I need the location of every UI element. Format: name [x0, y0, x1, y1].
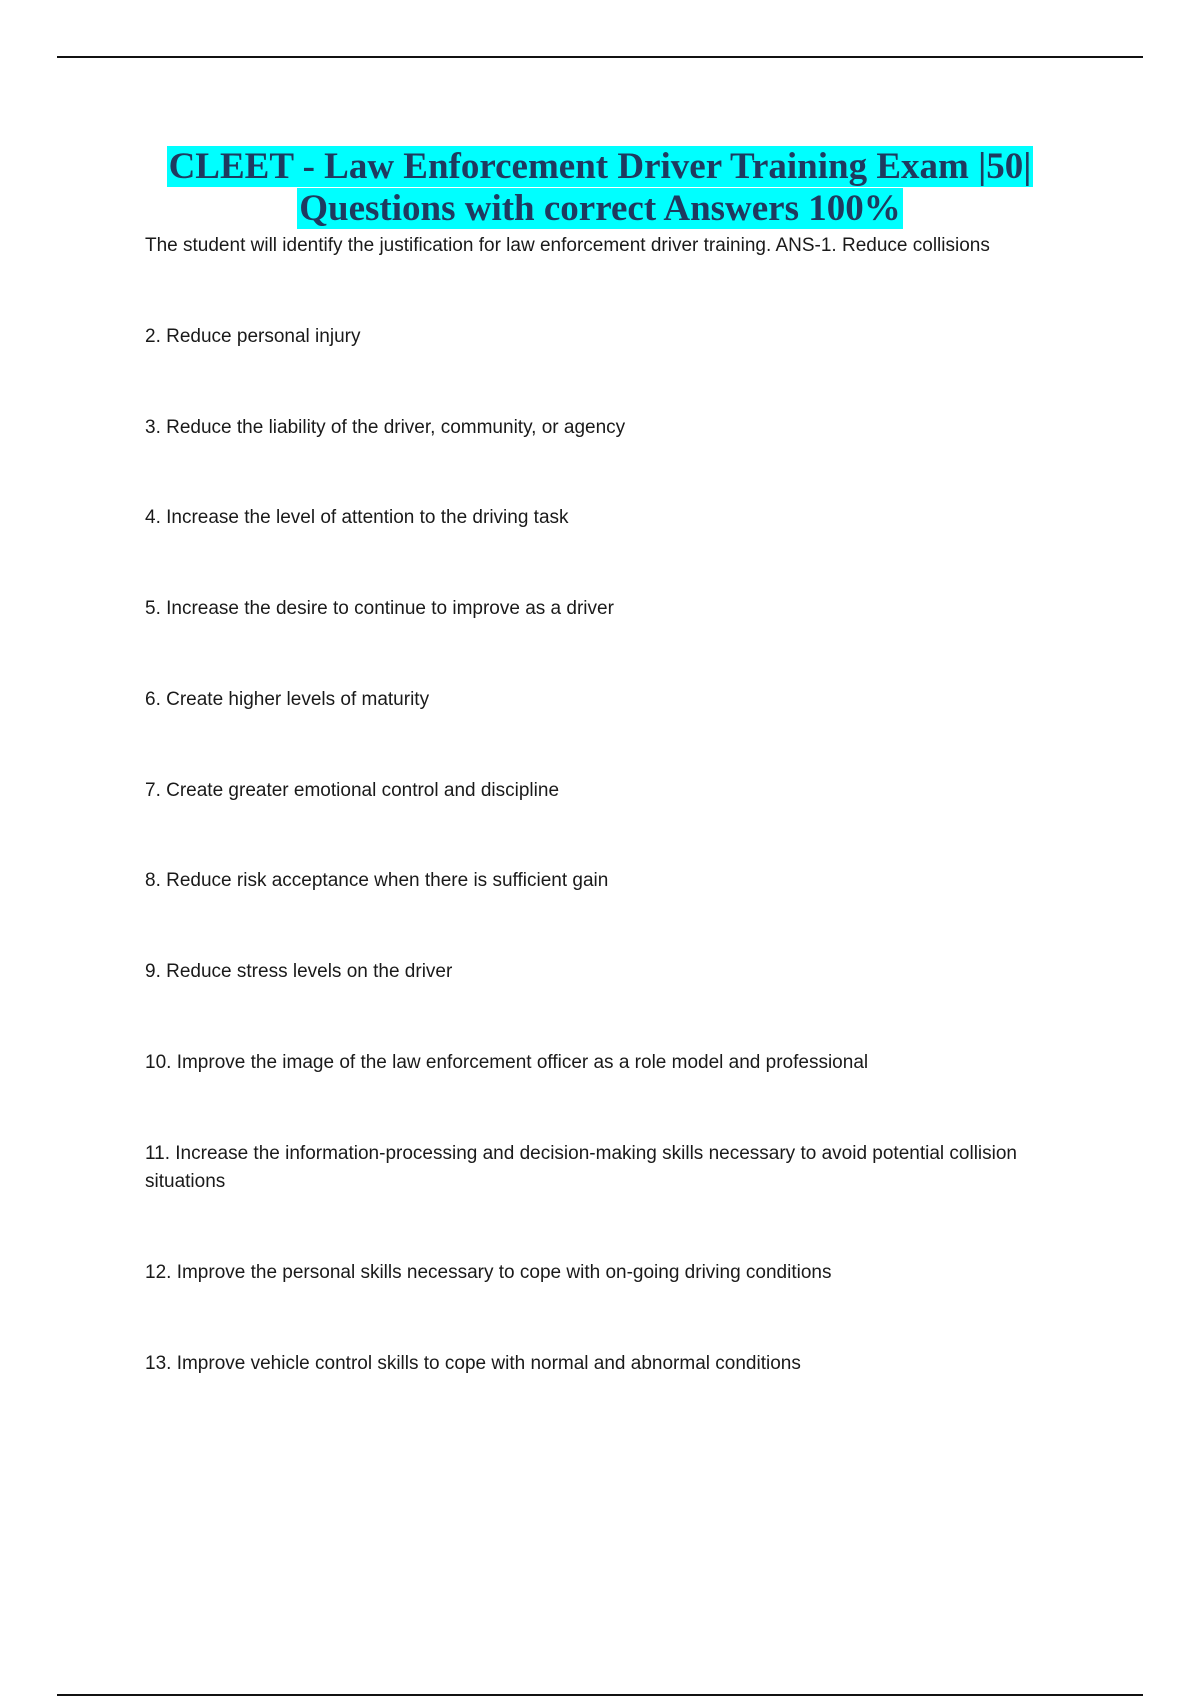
list-item: 11. Increase the information-processing and decision-making skills necessary to avoid potential collision situations	[145, 1143, 1017, 1192]
list-item: 3. Reduce the liability of the driver, community, or agency	[145, 417, 626, 438]
list-item: 12. Improve the personal skills necessary to cope with on-going driving conditions	[145, 1262, 832, 1283]
list-item: 8. Reduce risk acceptance when there is sufficient gain	[145, 870, 609, 891]
title-line-2: Questions with correct Answers 100%	[299, 188, 901, 229]
intro-question: The student will identify the justification for law enforcement driver training. ANS-1. Reduce collisions	[145, 235, 990, 256]
document-title	[60, 146, 1140, 230]
list-item: 4. Increase the level of attention to the driving task	[145, 507, 569, 528]
list-item: 10. Improve the image of the law enforcement officer as a role model and professional	[145, 1052, 869, 1073]
bottom-divider	[57, 1694, 1143, 1696]
list-item: 2. Reduce personal injury	[145, 326, 361, 347]
list-item: 6. Create higher levels of maturity	[145, 689, 430, 710]
list-item: 7. Create greater emotional control and discipline	[145, 780, 560, 801]
top-divider	[57, 56, 1143, 58]
title-line-1: CLEET - Law Enforcement Driver Training Exam |50|	[168, 146, 1032, 187]
list-item: 13. Improve vehicle control skills to cope with normal and abnormal conditions	[145, 1353, 801, 1374]
list-item: 9. Reduce stress levels on the driver	[145, 961, 453, 982]
list-item: 5. Increase the desire to continue to improve as a driver	[145, 598, 614, 619]
